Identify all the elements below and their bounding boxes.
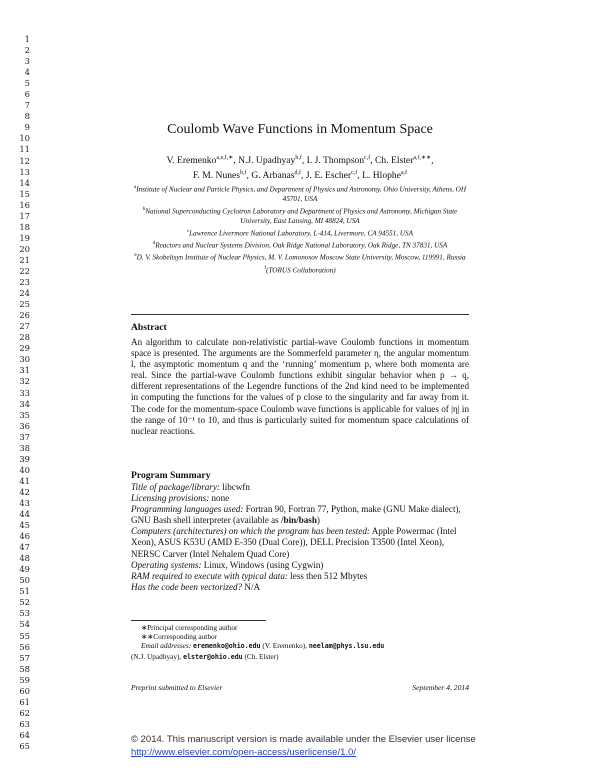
affiliation-text: (TORUS Collaboration) [266,265,336,274]
line-number: 24 [19,288,30,299]
line-number: 18 [19,221,30,232]
email-upadhyay-name: (N.J. Upadhyay), [131,651,184,661]
author-affiliation-marker: a,e,f,∗ [216,155,234,161]
line-number: 42 [19,486,30,497]
line-number: 7 [24,100,30,111]
line-number: 34 [19,398,30,409]
line-number: 8 [24,111,30,122]
line-number: 6 [24,89,30,100]
line-number: 58 [19,663,30,674]
line-number: 43 [19,497,30,508]
email-elster-name: (Ch. Elster) [242,651,279,661]
line-number: 30 [19,354,30,365]
line-number-gutter [0,34,30,752]
email-eremenko-name: (V. Eremenko), [260,641,309,651]
license-text: © 2014. This manuscript version is made available under the Elsevier user license [131,734,476,745]
author-line-1 [130,152,470,167]
line-number: 63 [19,718,30,729]
line-number: 4 [24,67,30,78]
license-link[interactable]: http://www.elsevier.com/open-access/userlicense/1.0/ [131,746,356,758]
affiliation-item [130,239,470,251]
line-number: 36 [19,420,30,431]
program-summary-item [131,582,469,593]
program-summary-item [131,493,469,504]
line-number: 37 [19,431,30,442]
line-number: 48 [19,553,30,564]
line-number: 64 [19,729,30,740]
line-number: 39 [19,453,30,464]
line-number: 31 [19,365,30,376]
affiliation-marker: c [186,228,190,234]
summary-label: Programming languages used: [131,504,244,515]
program-summary-item [131,482,469,493]
line-number: 46 [19,531,30,542]
author-name: , G. Arbanas [246,170,295,182]
license-notice [131,734,491,759]
line-number: 29 [19,343,30,354]
author-name: , J. E. Escher [301,170,352,182]
summary-value: Linux, Windows (using Cygwin) [201,559,324,570]
author-name: , L. Hlophe [357,170,401,182]
line-number: 59 [19,674,30,685]
line-number: 9 [24,122,30,133]
summary-value: none [209,493,230,504]
line-number: 16 [19,199,30,210]
email-elster[interactable]: elster@ohio.edu [183,652,243,661]
line-number: 15 [19,188,30,199]
affiliation-marker: e [134,253,137,259]
preprint-note: Preprint submitted to Elsevier [131,683,223,692]
author-name: , Ch. Elster [370,155,414,167]
line-number: 60 [19,685,30,696]
line-number: 2 [24,45,30,56]
summary-value: Fortran 90, Fortran 77, Python, make (GNU Make dialect), GNU Bash shell interpreter (available as [131,504,461,526]
line-number: 52 [19,597,30,608]
summary-label: Licensing provisions: [131,493,210,504]
footnote-rule [131,620,266,621]
line-number: 28 [19,332,30,343]
line-number: 41 [19,475,30,486]
author-affiliation-marker: c,f [364,155,371,161]
author-affiliation-marker: c,f [351,170,358,177]
line-number: 61 [19,696,30,707]
summary-label: Title of package/library: [131,482,220,492]
line-number: 5 [24,78,30,89]
affiliation-text: Institute of Nuclear and Particle Physics, and Department of Physics and Astronomy, Ohio University, Athens, OH 45701, USA [136,185,467,204]
affiliation-text: D. V. Skobeltsyn Institute of Nuclear Physics, M. V. Lomonosov Moscow State University, Moscow, 119991, Russia [136,253,466,262]
affiliation-item [130,227,470,239]
line-number: 44 [19,509,30,520]
author-name: V. Eremenko [166,155,217,167]
program-summary-item [131,571,469,582]
affiliation-item [130,251,470,263]
author-name: , N.J. Upadhyay [233,155,296,167]
line-number: 20 [19,243,30,254]
line-number: 35 [19,409,30,420]
footnote-principal: ∗Principal corresponding author [141,623,238,632]
summary-value: N/A [242,581,261,592]
footnote-emails [131,641,471,651]
paper-title: Coulomb Wave Functions in Momentum Space [167,122,433,137]
summary-label: Operating systems: [131,559,202,570]
footnote-emails-cont [131,652,471,662]
footnotes [131,623,471,662]
affiliation-list [130,183,470,276]
affiliation-text: National Superconducting Cyclotron Laboratory and Department of Physics and Astronomy, Michigan State University, East Lansing, MI 48824, USA [145,207,458,226]
line-number: 12 [19,155,30,166]
line-number: 23 [19,277,30,288]
line-number: 56 [19,641,30,652]
line-number: 17 [19,210,30,221]
line-number: 38 [19,442,30,453]
summary-value: less then 512 Mbytes [287,570,368,581]
line-number: 3 [24,56,30,67]
line-number: 33 [19,387,30,398]
affiliation-marker: b [142,206,146,212]
summary-label: RAM required to execute with typical data: [131,570,288,581]
line-number: 19 [19,232,30,243]
abstract-heading: Abstract [131,322,167,333]
author-list [130,152,470,182]
author-affiliation-marker: b,f [295,155,302,161]
line-number: 57 [19,652,30,663]
summary-value-bold: /bin/bash [281,515,317,526]
footnote-corresponding: ∗∗Corresponding author [141,632,218,642]
affiliation-marker: a [133,185,137,190]
abstract-top-rule [131,314,469,315]
author-affiliation-marker: b,f [240,170,247,177]
author-name: F. M. Nunes [192,170,241,182]
line-number: 26 [19,310,30,321]
program-summary-item [131,560,469,571]
program-summary-heading: Program Summary [131,470,211,481]
line-number: 51 [19,586,30,597]
email-label: Email addresses: [141,641,192,651]
program-summary-item [131,504,469,526]
line-number: 53 [19,608,30,619]
line-number: 55 [19,630,30,641]
summary-value-after: ) [316,515,320,526]
author-line-2 [130,167,470,182]
author-name: , I. J. Thompson [301,155,365,167]
author-affiliation-marker: d,f [294,170,302,177]
abstract-text: An algorithm to calculate non-relativistic partial-wave Coulomb functions in momentum space is presented. The arguments are the Sommerfeld parameter η, the angular momentum l, the asymptotic momentum q and the ‘running’ momentum p, where both momenta are real. Since the partial-wave Coulomb functions exhibit singular behavior when p → q, different representations of the Legendre functions of the 2nd kind need to be implemented in computing the functions for the values of p close to the singularity and far away from it. The code for the momentum-space Coulomb wave functions is applicable for values of |η| in the range of 10⁻¹ to 10, and thus is particularly suited for momentum space calculations of nuclear reactions. [131,337,469,436]
line-number: 13 [19,166,30,177]
affiliation-item [130,264,470,276]
line-number: 40 [19,464,30,475]
summary-label: Computers (architectures) on which the program has been tested: [131,526,370,537]
line-number: 11 [19,144,30,155]
affiliation-item [130,205,470,227]
program-summary-item [131,526,469,559]
line-number: 14 [19,177,30,188]
line-number: 27 [19,321,30,332]
line-number: 1 [24,34,30,44]
line-number: 21 [19,254,30,265]
line-number: 22 [19,265,30,276]
program-summary [131,482,469,593]
line-number: 45 [19,520,30,531]
affiliation-text: Lawrence Livermore National Laboratory, L-414, Livermore, CA 94551, USA [189,229,414,238]
email-upadhyay[interactable]: neelam@phys.lsu.edu [308,642,385,651]
line-number: 49 [19,564,30,575]
summary-label: Has the code been vectorized? [131,581,243,592]
summary-value: Apple Powermac (Intel Xeon), ASUS K53U (AMD E-350 (Dual Core)), DELL Precision T3500 (Intel Xeon), NERSC Carver (Intel Nehalem Quad Core) [131,526,457,559]
line-number: 32 [19,376,30,387]
line-number: 10 [19,133,30,144]
affiliation-item [130,183,470,205]
summary-value: libcwfn [219,482,250,492]
author-affiliation-marker: a,f [400,170,408,177]
affiliation-marker: f [264,265,267,271]
preprint-date: September 4, 2014 [412,683,469,692]
email-eremenko[interactable]: eremenko@ohio.edu [193,642,261,651]
author-name: , [431,155,434,167]
line-number: 62 [19,707,30,718]
line-number: 54 [19,619,30,630]
line-number: 47 [19,542,30,553]
line-number: 65 [19,741,30,751]
line-number: 50 [19,575,30,586]
author-affiliation-marker: a,f,∗∗ [413,155,432,161]
line-number: 25 [19,299,30,310]
affiliation-text: Reactors and Nuclear Systems Division, Oak Ridge National Laboratory, Oak Ridge, TN 37831, USA [155,241,448,250]
affiliation-marker: d [152,241,156,247]
